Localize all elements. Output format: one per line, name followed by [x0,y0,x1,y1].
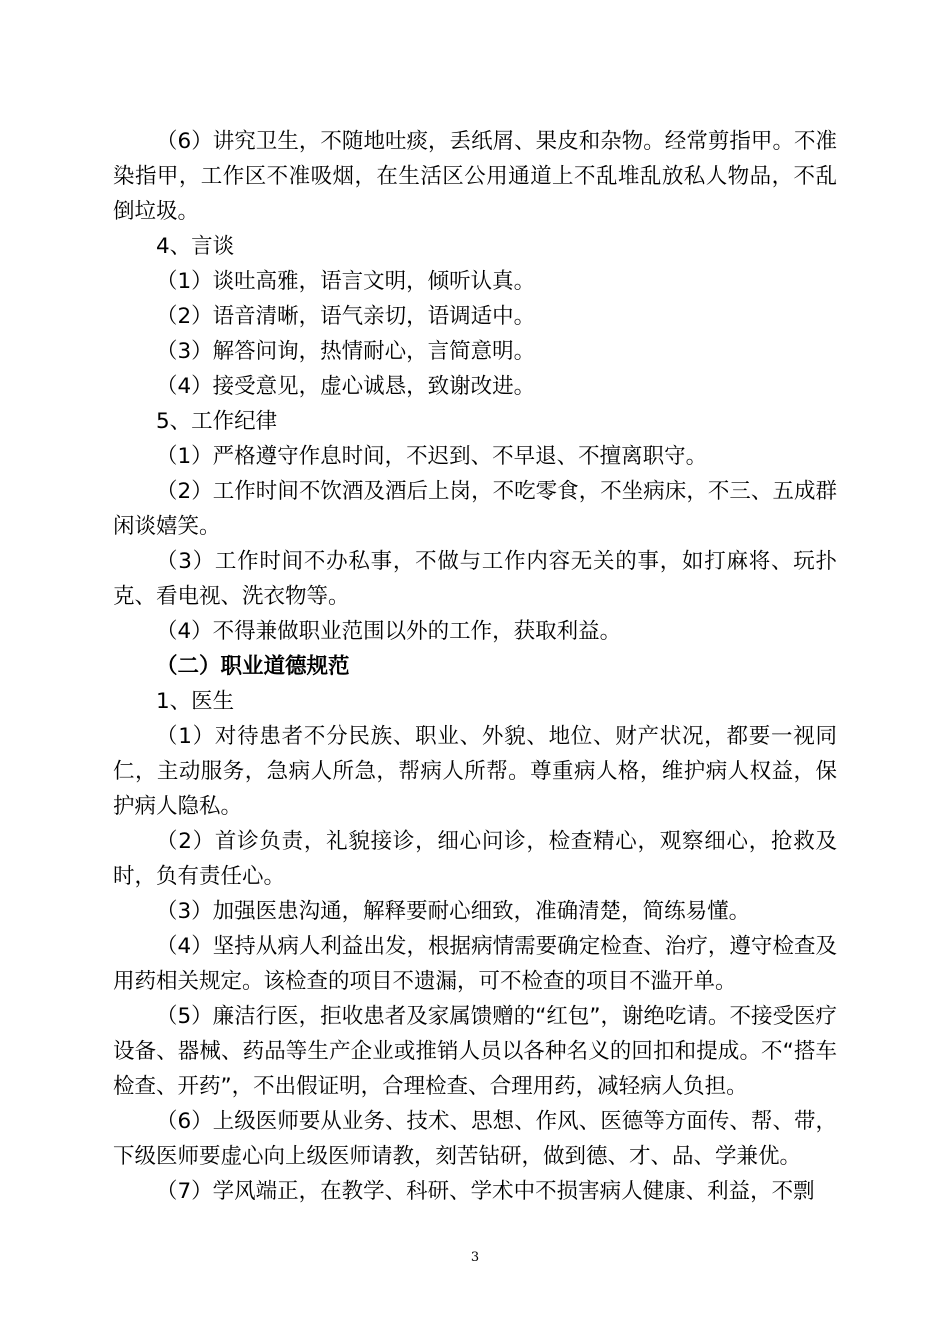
paragraph-doctor-4: （4）坚持从病人利益出发，根据病情需要确定检查、治疗，遵守检查及用药相关规定。该检查的项目不遗漏，可不检查的项目不滥开单。 [113,934,837,994]
paragraph-speech-3: （3）解答问询，热情耐心，言简意明。 [156,339,536,364]
document-body [113,124,837,1209]
paragraph-discipline-2: （2）工作时间不饮酒及酒后上岗，不吃零食，不坐病床，不三、五成群闲谈嬉笑。 [113,479,837,539]
chapter-heading-professional-ethics: （二）职业道德规范 [156,654,350,679]
paragraph-doctor-6: （6）上级医师要从业务、技术、思想、作风、医德等方面传、帮、带，下级医师要虚心向上级医师请教，刻苦钻研，做到德、才、品、学兼优。 [113,1109,837,1169]
paragraph-doctor-2: （2）首诊负责，礼貌接诊，细心问诊，检查精心，观察细心，抢救及时，负有责任心。 [113,829,837,889]
paragraph-discipline-4: （4）不得兼做职业范围以外的工作，获取利益。 [156,619,622,644]
paragraph-discipline-3: （3）工作时间不办私事，不做与工作内容无关的事，如打麻将、玩扑克、看电视、洗衣物等。 [113,549,837,609]
paragraph-doctor-1: （1）对待患者不分民族、职业、外貌、地位、财产状况，都要一视同仁，主动服务，急病人所急，帮病人所帮。尊重病人格，维护病人权益，保护病人隐私。 [113,724,837,819]
paragraph-speech-1: （1）谈吐高雅，语言文明，倾听认真。 [156,269,536,294]
paragraph-doctor-5: （5）廉洁行医，拒收患者及家属馈赠的“红包”，谢绝吃请。不接受医疗设备、器械、药品等生产企业或推销人员以各种名义的回扣和提成。不“搭车检查、开药”，不出假证明，合理检查、合理用药，减轻病人负担。 [113,1004,837,1099]
section-heading-speech: 4、言谈 [156,234,235,259]
paragraph-speech-2: （2）语音清晰，语气亲切，语调适中。 [156,304,536,329]
paragraph-discipline-1: （1）严格遵守作息时间，不迟到、不早退、不擅离职守。 [156,444,708,469]
paragraph-speech-4: （4）接受意见，虚心诚恳，致谢改进。 [156,374,536,399]
section-heading-work-discipline: 5、工作纪律 [156,409,278,434]
paragraph-hygiene-6: （6）讲究卫生，不随地吐痰，丢纸屑、果皮和杂物。经常剪指甲。不准染指甲，工作区不准吸烟，在生活区公用通道上不乱堆乱放私人物品，不乱倒垃圾。 [113,129,837,224]
paragraph-doctor-7: （7）学风端正，在教学、科研、学术中不损害病人健康、利益，不剽 [156,1179,815,1204]
section-heading-doctor: 1、医生 [156,689,235,714]
paragraph-doctor-3: （3）加强医患沟通，解释要耐心细致，准确清楚，简练易懂。 [156,899,751,924]
page-number: 3 [470,1250,480,1265]
